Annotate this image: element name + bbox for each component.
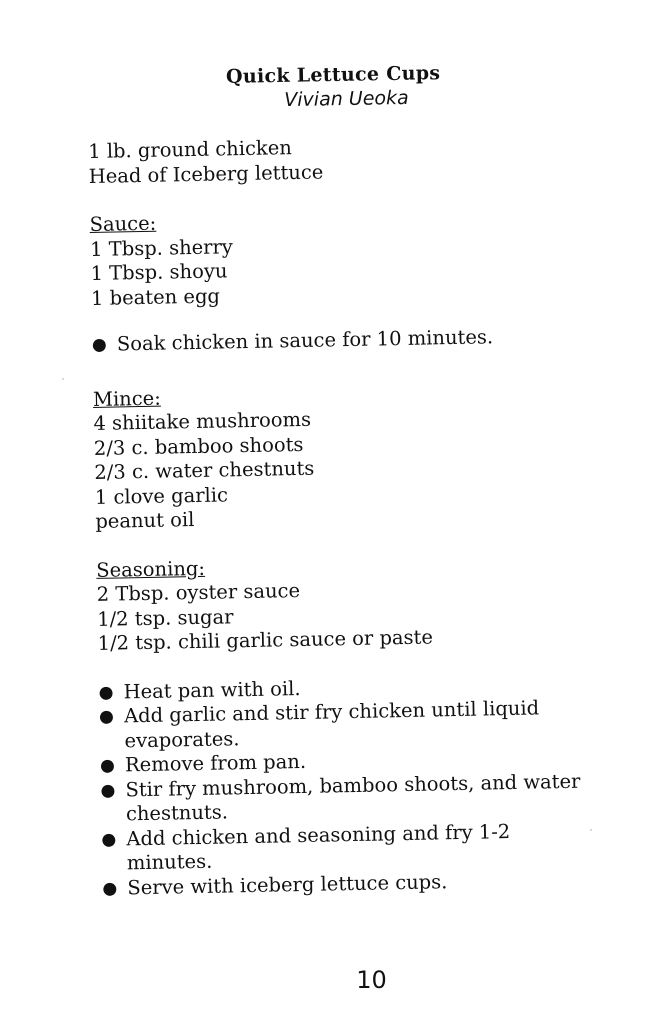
list-item [92,323,612,357]
step-text-continued: evaporates. [124,726,240,752]
ingredient-line: Head of Iceberg lettuce [88,159,324,188]
seasoning-section [96,548,618,656]
ingredient-line: 2/3 c. water chestnuts [94,456,315,484]
page-number: 10 [356,966,387,994]
ingredient-line: 1 beaten egg [90,283,221,310]
seasoning-heading: Seasoning: [96,556,206,582]
step-text: Add chicken and seasoning and fry 1-2 [126,819,511,850]
bullet-icon: ● [98,706,115,727]
sauce-heading: Sauce: [89,211,157,236]
bullet-icon: ● [98,682,114,703]
step-text-continued: chestnuts. [125,800,229,826]
paper-speck [590,829,592,831]
step-text: Add garlic and stir fry chicken until liquid [123,696,540,728]
mince-heading: Mince: [92,386,161,411]
ingredient-line: 1 clove garlic [94,482,229,509]
bullet-icon: ● [102,878,118,899]
main-ingredients [88,130,609,189]
step-text: Serve with iceberg lettuce cups. [127,869,448,899]
ingredient-line: 1/2 tsp. sugar [96,604,234,631]
step-text: Soak chicken in sauce for 10 minutes. [116,325,494,356]
instruction-list [98,670,622,900]
soak-step-list [92,323,612,357]
ingredient-line: 1/2 tsp. chili garlic sauce or paste [97,625,434,655]
recipe-header [0,64,647,110]
recipe-title: Quick Lettuce Cups [226,62,441,88]
ingredient-line: peanut oil [95,508,195,533]
ingredient-line: 2 Tbsp. oyster sauce [96,579,301,606]
ingredient-line: 1 Tbsp. shoyu [90,259,228,285]
ingredient-line: 2/3 c. bamboo shoots [93,432,304,460]
sauce-section [89,203,611,311]
ingredient-line: 1 Tbsp. sherry [89,234,234,261]
recipe-body [88,130,623,901]
paper-speck [62,378,64,380]
step-text: Heat pan with oil. [123,676,301,703]
step-text: Remove from pan. [124,749,307,777]
ingredient-line: 4 shiitake mushrooms [93,407,312,435]
bullet-icon: ● [101,829,117,850]
bullet-icon: ● [100,780,116,801]
bullet-icon: ● [99,755,116,776]
recipe-author: Vivian Ueoka [284,86,409,112]
step-text: Stir fry mushroom, bamboo shoots, and water [125,769,581,801]
ingredient-line: 1 lb. ground chicken [88,136,293,163]
mince-section [93,377,616,534]
soak-instruction [92,323,612,357]
step-text-continued: minutes. [126,849,213,875]
bullet-icon: ● [91,334,107,355]
